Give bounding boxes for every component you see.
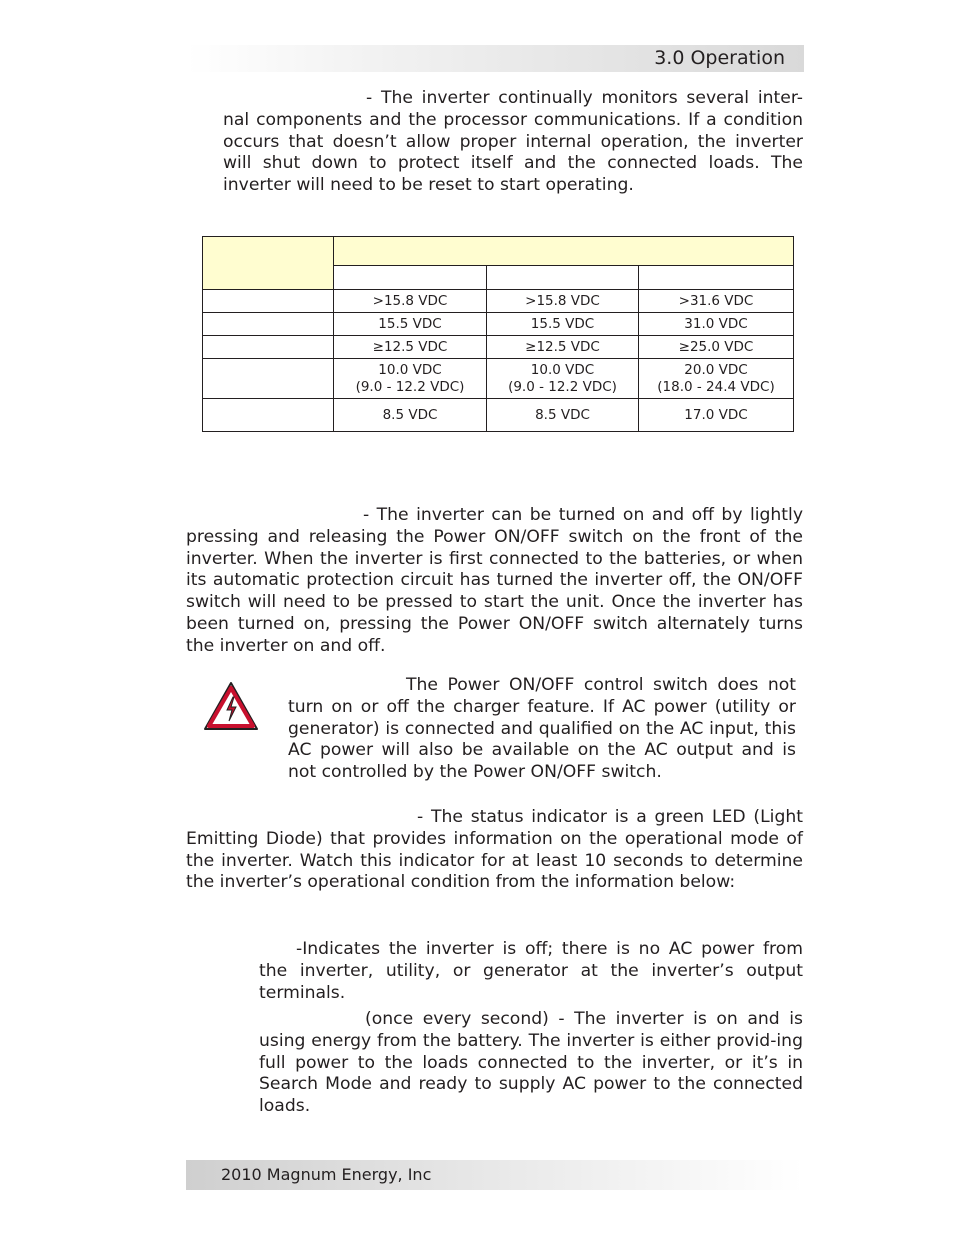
led-blinking-paragraph: (once every second) - The inverter is on and is using energy from the battery. The inverter is either provid-ing full power to the loads connected to the inverter, or it’s in Search Mode and ready to supply AC power to the connected loads.: [259, 1009, 803, 1117]
table-cell: [639, 359, 794, 399]
table-cell: 8.5 VDC: [487, 399, 639, 432]
cell-value: 10.0 VDC: [378, 361, 442, 378]
cell-range: (18.0 - 24.4 VDC): [657, 378, 775, 395]
table-cell: 15.5 VDC: [334, 313, 487, 336]
table-cell: >15.8 VDC: [487, 290, 639, 313]
table-cell: 8.5 VDC: [334, 399, 487, 432]
table-corner-header: [203, 237, 334, 290]
electrical-hazard-triangle-icon: [202, 680, 260, 732]
table-column-header: [639, 266, 794, 290]
status-indicator-paragraph: - The status indicator is a green LED (Light Emitting Diode) that provides information on the operational mode of the inverter. Watch this indicator for at least 10 seconds to determine the inverter’s operational condition from the information below:: [186, 807, 803, 893]
voltage-spec-table: [202, 236, 794, 432]
cell-value: 10.0 VDC: [530, 361, 595, 378]
table-cell: ≥12.5 VDC: [334, 336, 487, 359]
cell-range: (9.0 - 12.2 VDC): [508, 378, 617, 395]
table-cell: [334, 359, 487, 399]
table-cell: 31.0 VDC: [639, 313, 794, 336]
table-cell: >31.6 VDC: [639, 290, 794, 313]
footer-copyright: 2010 Magnum Energy, Inc: [221, 1165, 432, 1184]
cell-value: 20.0 VDC: [684, 361, 748, 378]
table-cell: ≥25.0 VDC: [639, 336, 794, 359]
table-row: [203, 313, 794, 336]
fault-protection-paragraph: - The inverter continually monitors several inter-nal components and the processor communications. If a condition occurs that doesn’t allow proper internal operation, the inverter will shut down to protect itself and the connected loads. The inverter will need to be reset to start operating.: [223, 88, 803, 196]
table-row: [203, 399, 794, 432]
cell-range: (9.0 - 12.2 VDC): [355, 378, 465, 395]
section-header-bar: [186, 45, 804, 72]
table-row-label: [203, 313, 334, 336]
table-cell: 15.5 VDC: [487, 313, 639, 336]
power-switch-paragraph: - The inverter can be turned on and off by lightly pressing and releasing the Power ON/OFF switch on the front of the inverter. When the inverter is first connected to the batteries, or when its automatic protection circuit has turned the inverter off, the ON/OFF switch will need to be pressed to start the unit. Once the inverter has been turned on, pressing the Power ON/OFF switch alternately turns the inverter on and off.: [186, 505, 803, 656]
footer-bar: [186, 1160, 804, 1190]
table-row: [203, 359, 794, 399]
table-row-label: [203, 290, 334, 313]
section-title: 3.0 Operation: [654, 47, 785, 69]
table-row: [203, 290, 794, 313]
led-off-paragraph: -Indicates the inverter is off; there is no AC power from the inverter, utility, or generator at the inverter’s output terminals.: [259, 939, 803, 1003]
table-row-label: [203, 359, 334, 399]
table-row-label: [203, 399, 334, 432]
table-cell: ≥12.5 VDC: [487, 336, 639, 359]
table-column-header: [487, 266, 639, 290]
table-cell: >15.8 VDC: [334, 290, 487, 313]
table-cell: 17.0 VDC: [639, 399, 794, 432]
table-column-header: [334, 266, 487, 290]
table-row-label: [203, 336, 334, 359]
table-cell: [487, 359, 639, 399]
table-row: [203, 336, 794, 359]
warning-paragraph: The Power ON/OFF control switch does not turn on or off the charger feature. If AC power (utility or generator) is connected and qualified on the AC input, this AC power will also be available on the AC output and is not controlled by the Power ON/OFF switch.: [288, 675, 796, 783]
table-group-header: [334, 237, 794, 266]
